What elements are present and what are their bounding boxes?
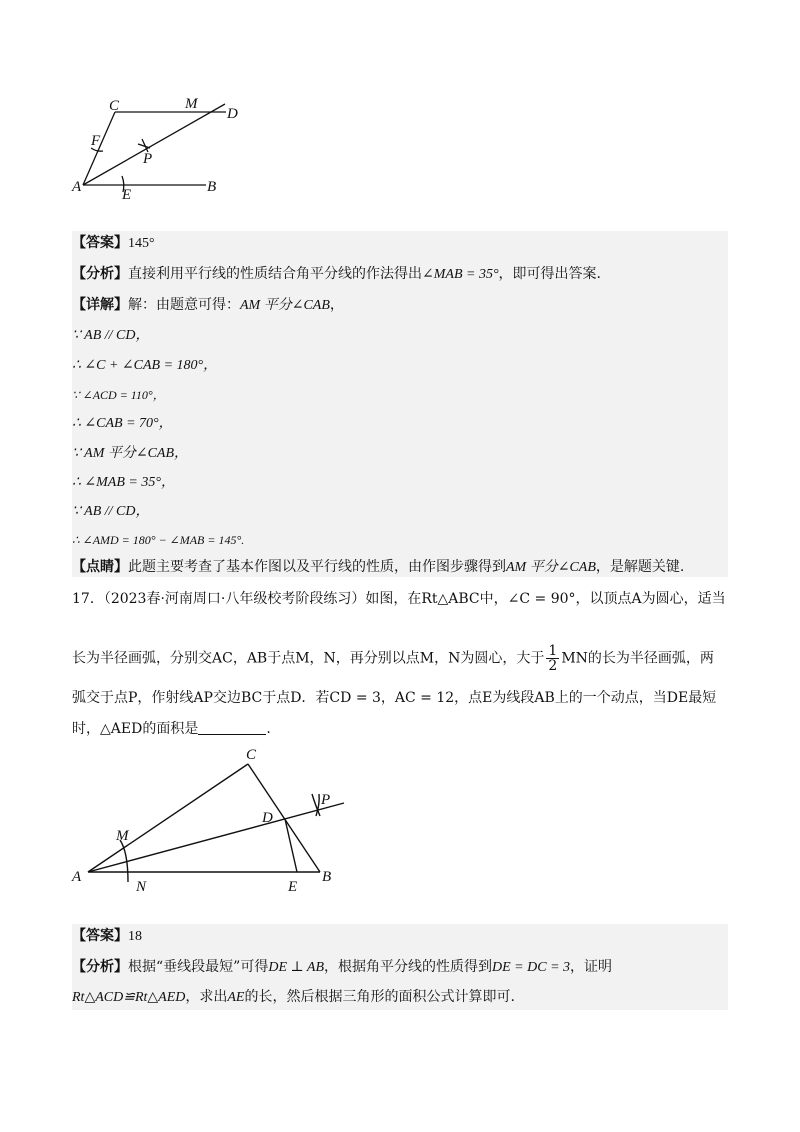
figure-right-triangle (66, 740, 366, 900)
label-a: A (72, 179, 82, 195)
segment-ac (88, 764, 248, 872)
step-3: ∵ ∠ACD = 110°， (72, 388, 165, 402)
q17-line-3: 弧交于点P，作射线AP交边BC于点D．若CD = 3，AC = 12，点E为线段AB上的一个动点，当DE最短 (72, 690, 717, 706)
segment-cb (248, 764, 320, 872)
detail-16: 【详解】解：由题意可得：AM 平分∠CAB， (72, 297, 344, 313)
q17-line-4: 时，△AED的面积是 . (72, 721, 271, 737)
label-a: A (72, 869, 82, 885)
label-n: N (136, 879, 147, 895)
answer-17: 【答案】18 (72, 928, 142, 944)
comment-16: 【点睛】此题主要考查了基本作图以及平行线的性质，由作图步骤得到AM 平分∠CAB，是解题关键. (72, 559, 685, 575)
label-b: B (322, 869, 332, 885)
answer-blank[interactable] (198, 720, 266, 735)
step-5: ∵ AM 平分∠CAB， (72, 446, 189, 461)
q17-line-2: 长为半径画弧，分别交AC，AB于点M，N，再分别以点M，N为圆心，大于 $\frac{1}{2}$ MN的长为半径画弧，两 (72, 643, 714, 674)
label-c: C (109, 98, 120, 114)
label-f: F (91, 133, 101, 149)
label-m: M (116, 828, 129, 844)
label-c: C (246, 747, 257, 763)
fraction-half: $\frac{1}{2}$ (548, 643, 558, 674)
answer-16: 【答案】145° (72, 235, 155, 251)
q17-line-1: 17．（2023春·河南周口·八年级校考阶段练习）如图，在Rt△ABC中，∠C = 90°，以顶点A为圆心，适当 (72, 591, 726, 607)
label-p: P (143, 151, 153, 167)
analysis-16: 【分析】直接利用平行线的性质结合角平分线的作法得出∠MAB = 35°，即可得出答案. (72, 266, 601, 282)
figure-parallelogram (60, 88, 260, 208)
step-1: ∵ AB // CD， (72, 328, 150, 343)
segment-de (285, 819, 297, 872)
step-2: ∴ ∠C + ∠CAB = 180°， (72, 358, 218, 373)
label-e: E (288, 879, 298, 895)
label-p: P (321, 792, 331, 808)
step-6: ∴ ∠MAB = 35°， (72, 475, 175, 490)
label-b: B (207, 179, 217, 195)
label-e: E (122, 187, 132, 203)
label-d: D (227, 106, 238, 122)
step-7: ∵ AB // CD， (72, 504, 150, 519)
analysis-17-line-2: Rt△ACD≌Rt△AED，求出AE的长，然后根据三角形的面积公式计算即可. (72, 989, 515, 1005)
label-m: M (185, 96, 198, 112)
label-d: D (262, 810, 273, 826)
analysis-17-line-1: 【分析】根据“垂线段最短”可得DE ⊥ AB，根据角平分线的性质得到DE = DC = 3，证明 (72, 959, 613, 975)
step-8: ∴ ∠AMD = 180° − ∠MAB = 145°. (72, 533, 245, 547)
step-4: ∴ ∠CAB = 70°， (72, 416, 173, 431)
ray-am (83, 104, 225, 185)
